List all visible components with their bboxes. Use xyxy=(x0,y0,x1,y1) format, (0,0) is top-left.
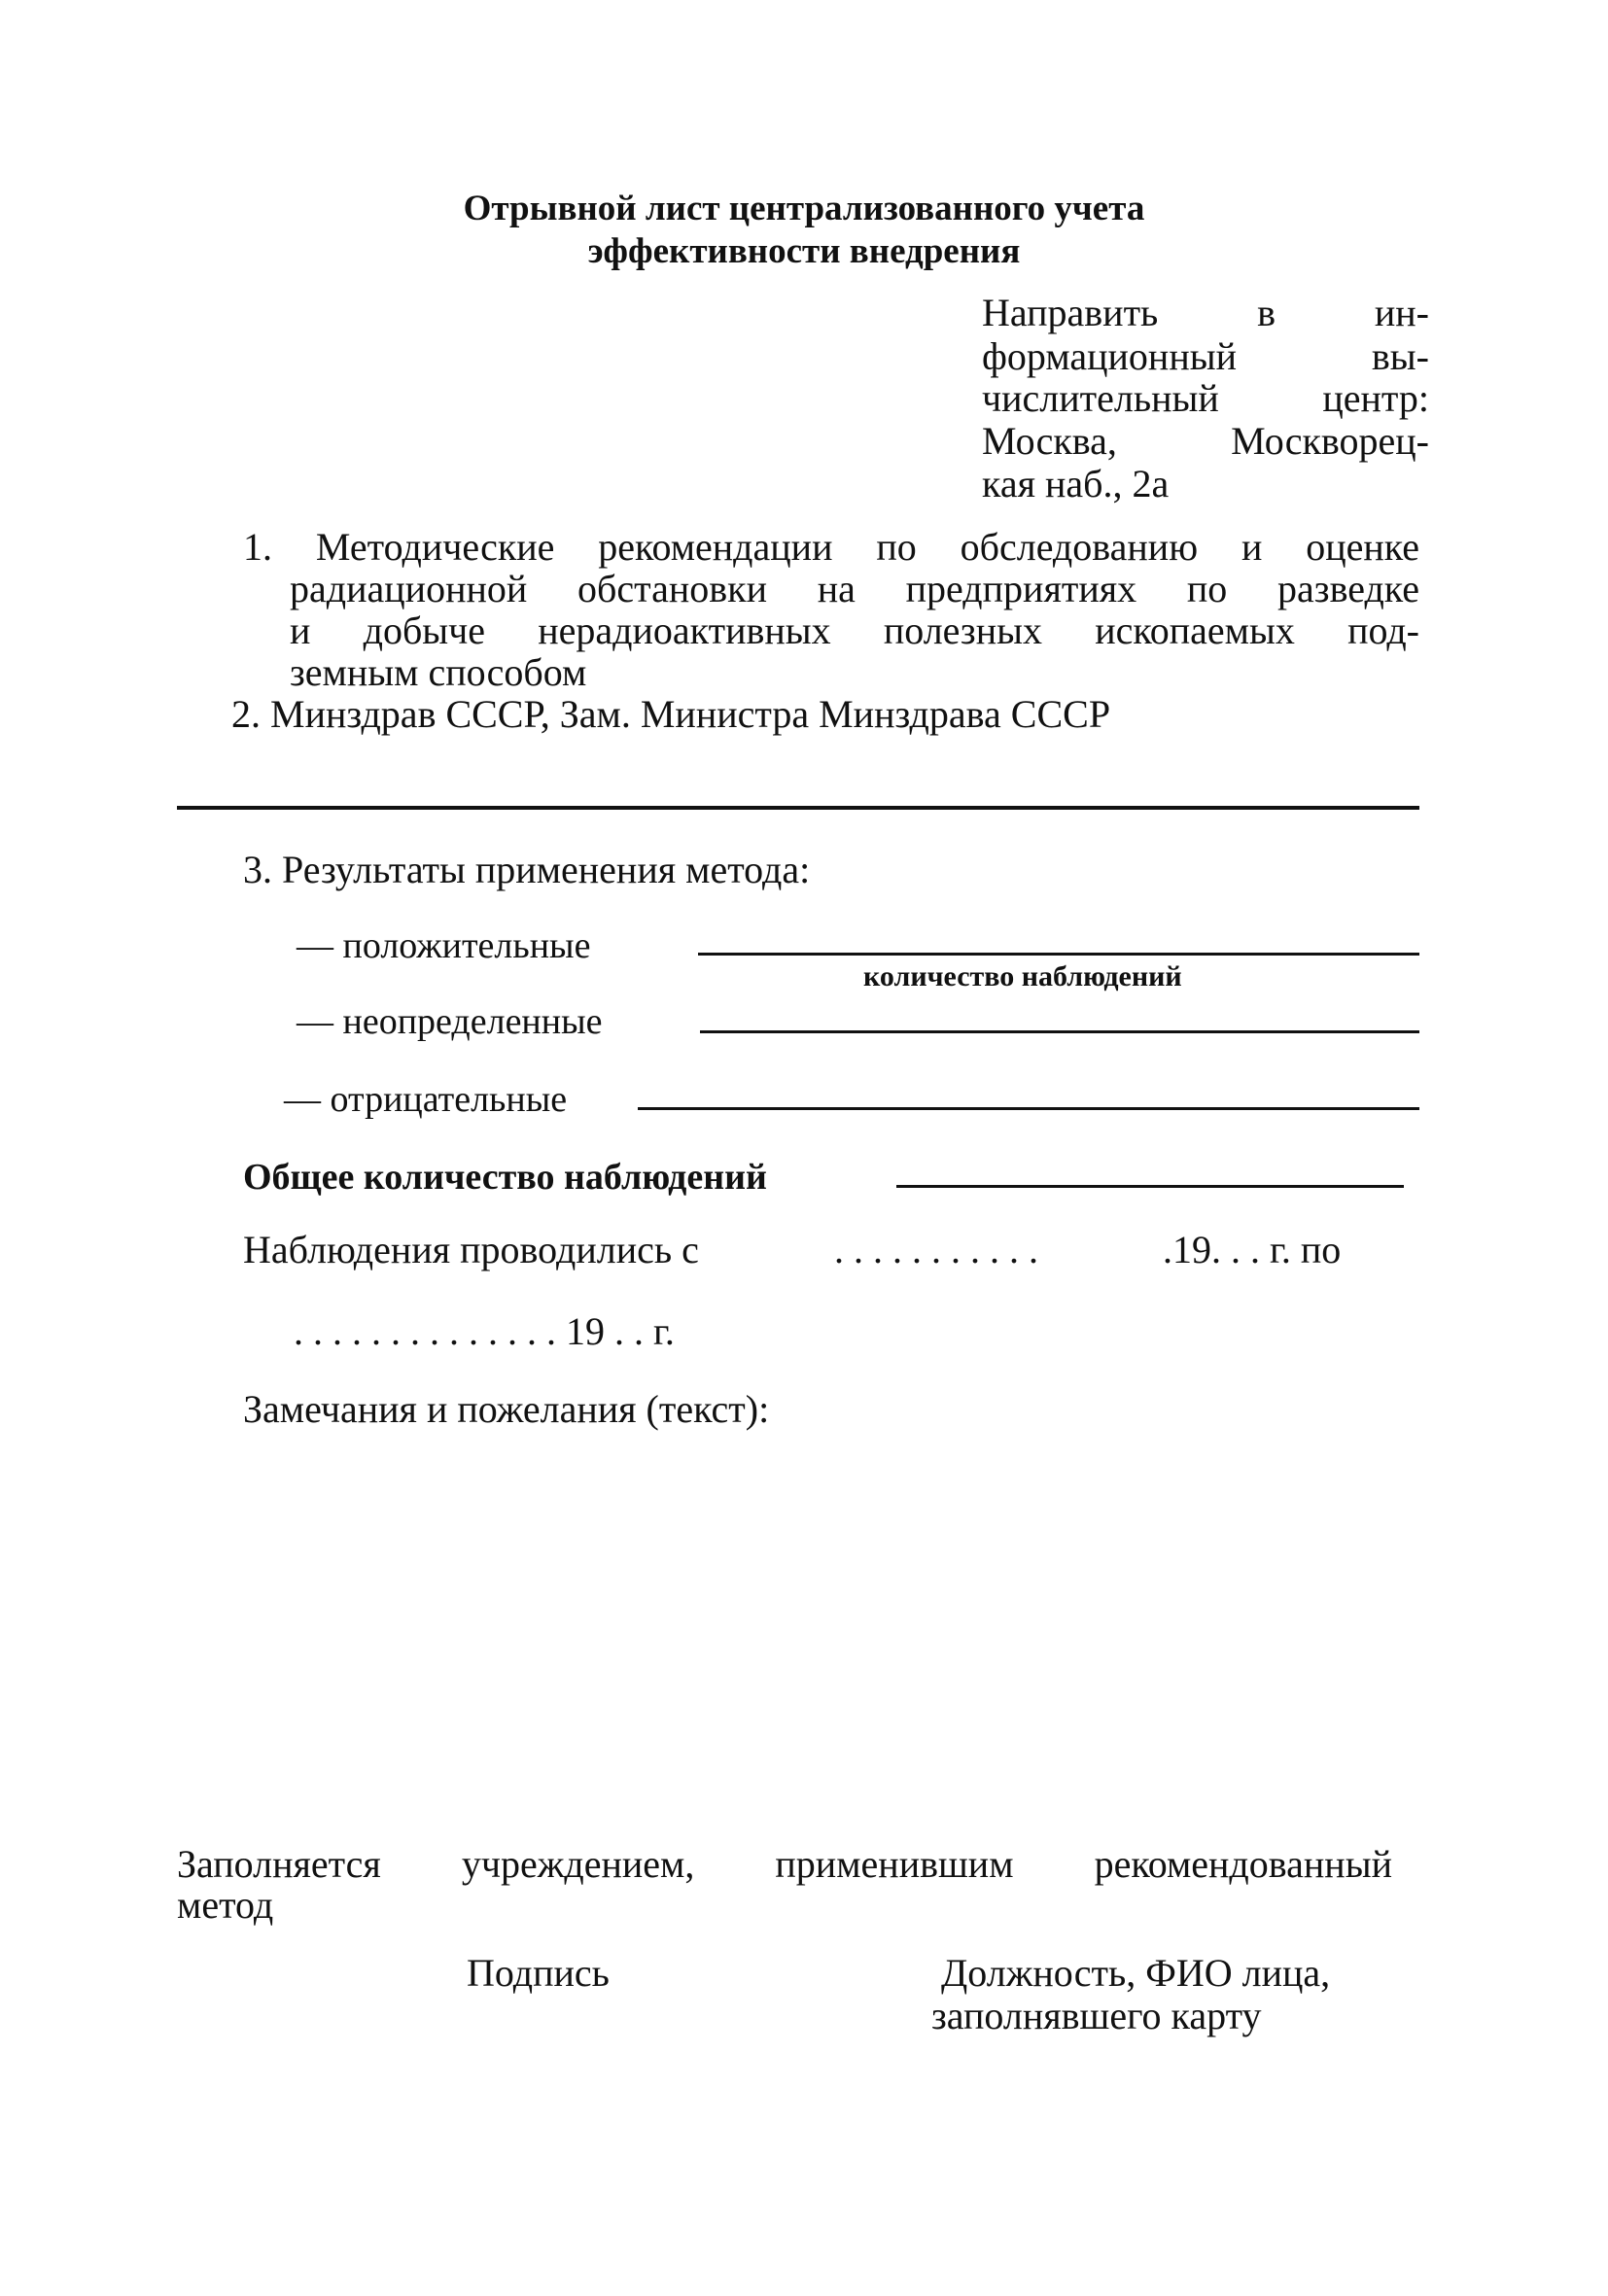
address-line-5: кая наб., 2а xyxy=(982,462,1170,505)
period-label: Наблюдения проводились с xyxy=(243,1228,699,1271)
total-observations-field[interactable] xyxy=(896,1185,1404,1188)
item-1-line-2: радиационной обстановки на предприятиях по разведке xyxy=(290,567,1419,610)
item-3-heading: 3. Результаты применения метода: xyxy=(243,848,811,891)
filled-by-line-2: метод xyxy=(177,1883,274,1927)
filled-by-line-1: Заполняется учреждением, применившим рекомендованный xyxy=(177,1842,1392,1886)
period-start-date-field[interactable]: . . . . . . . . . . . xyxy=(834,1228,1038,1271)
uncertain-field[interactable] xyxy=(700,1030,1419,1033)
position-label-line-2: заполнявшего карту xyxy=(931,1994,1262,2037)
address-line-1: Направить в ин- xyxy=(982,291,1429,334)
section-divider xyxy=(177,806,1419,810)
period-end-date-field[interactable]: . . . . . . . . . . . . . . 19 . . г. xyxy=(294,1309,675,1353)
negative-field[interactable] xyxy=(638,1107,1419,1110)
form-title-line-2: эффективности внедрения xyxy=(587,231,1021,271)
item-1-line-1: 1. Методические рекомендации по обследованию и оценке xyxy=(243,525,1419,569)
item-1-line-4: земным способом xyxy=(290,650,587,694)
address-line-3: числительный центр: xyxy=(982,376,1429,420)
position-label-line-1: Должность, ФИО лица, xyxy=(941,1951,1331,1995)
item-1-line-3: и добыче нерадиоактивных полезных ископаемых под- xyxy=(290,609,1419,652)
signature-label: Подпись xyxy=(467,1951,610,1995)
positive-field[interactable] xyxy=(698,953,1419,956)
uncertain-label: — неопределенные xyxy=(297,1001,603,1042)
count-caption: количество наблюдений xyxy=(863,960,1182,992)
negative-label: — отрицательные xyxy=(284,1079,568,1120)
remarks-area[interactable] xyxy=(243,1448,1419,1818)
address-line-4: Москва, Москворец- xyxy=(982,419,1429,463)
period-start-year: .19. . . г. по xyxy=(1163,1228,1342,1271)
positive-label: — положительные xyxy=(297,925,591,966)
form-title-line-1: Отрывной лист централизованного учета xyxy=(463,189,1145,228)
total-observations-label: Общее количество наблюдений xyxy=(243,1157,767,1198)
item-2-organization: 2. Минздрав СССР, Зам. Министра Минздрава СССР xyxy=(231,692,1111,736)
address-line-2: формационный вы- xyxy=(982,334,1429,378)
remarks-label: Замечания и пожелания (текст): xyxy=(243,1387,770,1431)
